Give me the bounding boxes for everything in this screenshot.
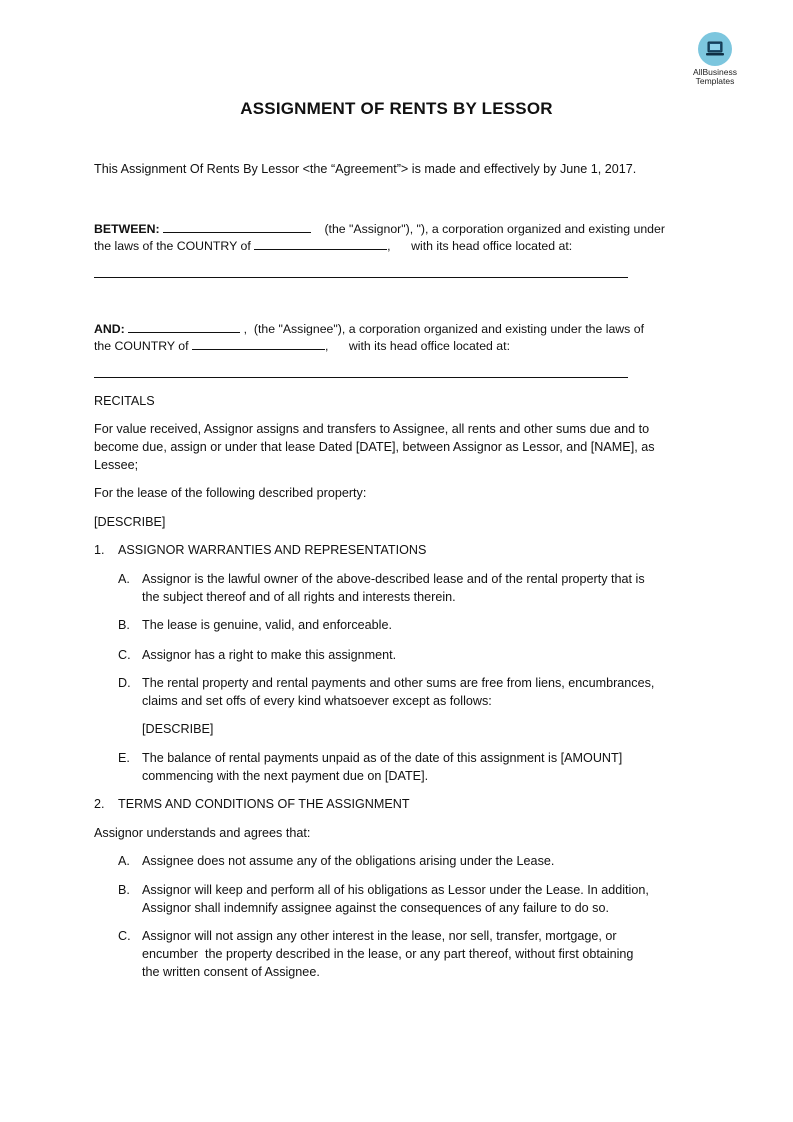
recitals-para1-line2: become due, assign or under that lease Dated [DATE], between Assignor as Lessor, and [NAME], as <box>94 440 655 454</box>
laptop-icon <box>705 40 725 58</box>
section1-item-a-letter: A. <box>118 572 130 586</box>
section1-item-a-line2: the subject thereof and of all rights and interests therein. <box>142 590 456 604</box>
allbusiness-logo <box>686 32 744 86</box>
between-label: BETWEEN: <box>94 222 160 236</box>
and-label: AND: <box>94 322 125 336</box>
section1-item-c-line1: Assignor has a right to make this assignment. <box>142 648 397 662</box>
section1-item-e-letter: E. <box>118 751 130 765</box>
section1-heading: ASSIGNOR WARRANTIES AND REPRESENTATIONS <box>118 543 427 557</box>
section1-item-c-letter: C. <box>118 648 131 662</box>
and-line2-text-b: , with its head office located at: <box>324 339 510 353</box>
recitals-para2: For the lease of the following described property: <box>94 486 367 500</box>
section2-item-b-line1: Assignor will keep and perform all of his obligations as Lessor under the Lease. In addition, <box>142 883 649 897</box>
assignee-address-blank[interactable] <box>94 377 628 378</box>
recitals-para1-line1: For value received, Assignor assigns and transfers to Assignee, all rents and other sums due and to <box>94 422 650 436</box>
between-line1-text: (the "Assignor"), "), a corporation organized and existing under <box>324 222 665 236</box>
section1-item-d-describe: [DESCRIBE] <box>142 722 214 736</box>
assignor-address-blank[interactable] <box>94 277 628 278</box>
section2-item-c-letter: C. <box>118 929 131 943</box>
section2-item-c-line2: encumber the property described in the lease, or any part thereof, without first obtaining <box>142 947 634 961</box>
recitals-heading: RECITALS <box>94 394 155 408</box>
recitals-describe: [DESCRIBE] <box>94 515 166 529</box>
section2-number: 2. <box>94 797 105 811</box>
section1-item-e-line2: commencing with the next payment due on [DATE]. <box>142 769 429 783</box>
section2-item-c-line1: Assignor will not assign any other interest in the lease, nor sell, transfer, mortgage, or <box>142 929 617 943</box>
section1-item-b-line1: The lease is genuine, valid, and enforceable. <box>142 618 392 632</box>
section1-item-a-line1: Assignor is the lawful owner of the above-described lease and of the rental property that is <box>142 572 645 586</box>
assignee-country-blank[interactable] <box>192 336 325 350</box>
and-line-2 <box>94 336 704 355</box>
and-line2-text-a: the COUNTRY of <box>94 339 189 353</box>
recitals-para1-line3: Lessee; <box>94 458 139 472</box>
section2-item-b-letter: B. <box>118 883 130 897</box>
section1-item-d-line2: claims and set offs of every kind whatsoever except as follows: <box>142 694 492 708</box>
assignee-name-blank[interactable] <box>128 319 240 333</box>
section1-item-d-letter: D. <box>118 676 131 690</box>
section1-item-b-letter: B. <box>118 618 130 632</box>
section2-item-c-line3: the written consent of Assignee. <box>142 965 320 979</box>
logo-badge <box>698 32 732 66</box>
section1-item-d-line1: The rental property and rental payments and other sums are free from liens, encumbrances, <box>142 676 655 690</box>
between-line2-text-a: the laws of the COUNTRY of <box>94 239 251 253</box>
section2-intro: Assignor understands and agrees that: <box>94 826 311 840</box>
between-line2-text-b: , with its head office located at: <box>387 239 573 253</box>
logo-text-line1: AllBusiness <box>693 67 737 77</box>
section2-item-a-line1: Assignee does not assume any of the obligations arising under the Lease. <box>142 854 555 868</box>
document-title: ASSIGNMENT OF RENTS BY LESSOR <box>240 99 553 118</box>
assignor-country-blank[interactable] <box>254 236 387 250</box>
assignor-name-blank[interactable] <box>163 219 311 233</box>
section1-item-e-line1: The balance of rental payments unpaid as of the date of this assignment is [AMOUNT] <box>142 751 623 765</box>
section2-item-a-letter: A. <box>118 854 130 868</box>
section2-heading: TERMS AND CONDITIONS OF THE ASSIGNMENT <box>118 797 410 811</box>
between-line-2 <box>94 236 704 255</box>
section2-item-b-line2: Assignor shall indemnify assignee against the consequences of any failure to do so. <box>142 901 609 915</box>
intro-paragraph: This Assignment Of Rents By Lessor <the “Agreement”> is made and effectively by June 1, 2017. <box>94 162 637 176</box>
logo-text-line2: Templates <box>695 76 735 86</box>
section1-number: 1. <box>94 543 105 557</box>
and-line1-text: , (the "Assignee"), a corporation organized and existing under the laws of <box>243 322 645 336</box>
